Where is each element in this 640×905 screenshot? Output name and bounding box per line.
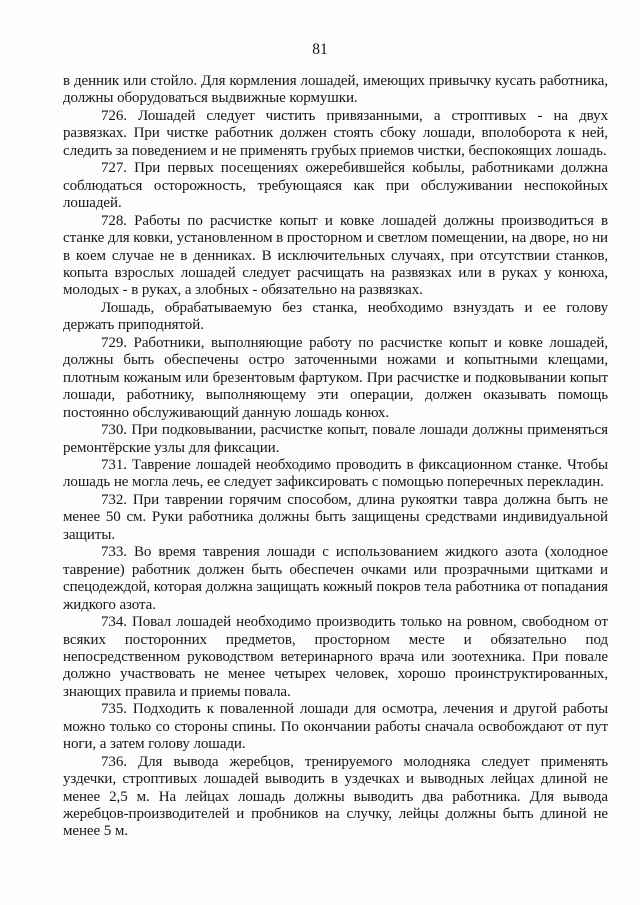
paragraph-734: 734. Повал лошадей необходимо производить только на ровном, свободном от всяких посторонних предметов, просторном месте и обязательно под непосредственном руководством ветеринарного врача или зоотехника. При повале должно участвовать не менее четырех человек, хорошо проинструктированных, знающих правила и приемы повала. bbox=[63, 614, 608, 700]
paragraph-735: 735. Подходить к поваленной лошади для осмотра, лечения и другой работы можно только со стороны спины. По окончании работы сначала освобождают от пут ноги, а затем голову лошади. bbox=[63, 701, 608, 753]
paragraph-continuation: в денник или стойло. Для кормления лошадей, имеющих привычку кусать работника, должны оборудоваться выдвижные кормушки. bbox=[63, 73, 608, 107]
paragraph-728: 728. Работы по расчистке копыт и ковке лошадей должны производиться в станке для ковки, установленном в просторном и светлом помещении, на дворе, но ни в коем случае не в денниках. В исключительных случаях, при отсутствии станков, копыта взрослых лошадей следует расчищать на развязках или в руках у конюха, молодых - в руках, а злобных - обязательно на развязках. bbox=[63, 212, 608, 299]
paragraph-726: 726. Лошадей следует чистить привязанными, а строптивых - на двух развязках. При чистке работник должен стоять сбоку лошади, вполоборота к ней, следить за поведением и не применять грубых приемов чистки, беспокоящих лошадь. bbox=[63, 107, 608, 159]
paragraph-731: 731. Таврение лошадей необходимо проводить в фиксационном станке. Чтобы лошадь не могла лечь, ее следует зафиксировать с помощью поперечных перекладин. bbox=[63, 456, 608, 491]
paragraph-733: 733. Во время таврения лошади с использованием жидкого азота (холодное таврение) работник должен быть обеспечен очками или прозрачными щитками и спецодеждой, которая должна защищать кожный покров тела работника от попадания жидкого азота. bbox=[63, 544, 608, 613]
paragraph-727: 727. При первых посещениях ожеребившейся кобылы, работниками должна соблюдаться осторожность, требующаяся как при обслуживании неспокойных лошадей. bbox=[63, 160, 608, 212]
paragraph-728-note: Лошадь, обрабатываемую без станка, необходимо взнуздать и ее голову держать приподнятой. bbox=[63, 299, 608, 334]
paragraph-730: 730. При подковывании, расчистке копыт, повале лошади должны применяться ремонтёрские узлы для фиксации. bbox=[63, 422, 608, 456]
paragraph-732: 732. При таврении горячим способом, длина рукоятки тавра должна быть не менее 50 см. Руки работника должны быть защищены средствами индивидуальной защиты. bbox=[63, 491, 608, 543]
body-text bbox=[63, 73, 608, 841]
page-number: 81 bbox=[312, 41, 328, 58]
paragraph-736: 736. Для вывода жеребцов, тренируемого молодняка следует применять уздечки, строптивых лошадей выводить в уздечках и выводных лейцах длиной не менее 2,5 м. На лейцах лошадь должны выводить два работника. Для вывода жеребцов-производителей и пробников на случку, лейцы должны быть длиной не менее 5 м. bbox=[63, 753, 608, 840]
paragraph-729: 729. Работники, выполняющие работу по расчистке копыт и ковке лошадей, должны быть обеспечены остро заточенными ножами и копытными клещами, плотным кожаным или брезентовым фартуком. При расчистке и подковывании копыт лошади, работнику, выполняющему эти операции, должен оказывать помощь постоянно обслуживающий данную лошадь конюх. bbox=[63, 334, 608, 421]
